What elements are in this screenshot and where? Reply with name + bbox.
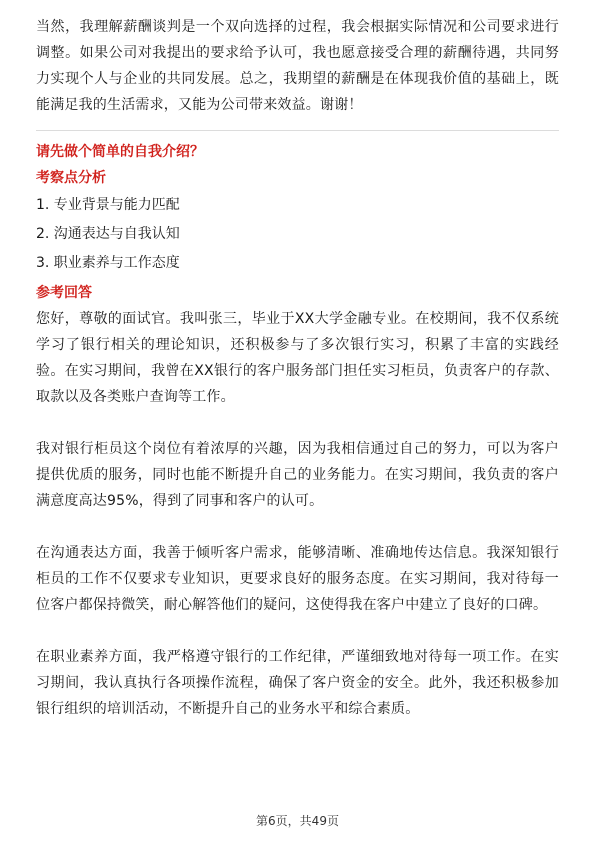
answer-title: 参考回答 (36, 285, 92, 301)
section-divider (36, 130, 559, 131)
question-heading: 请先做个简单的自我介绍？ (36, 144, 204, 160)
analysis-title: 考察点分析 (36, 170, 106, 186)
answer-paragraph: 在沟通表达方面，我善于倾听客户需求，能够清晰、准确地传达信息。我深知银行柜员的工作不仅要求专业知识，更要求良好的服务态度。在实习期间，我对待每一位客户都保持微笑，耐心解答他们的疑问，这使得我在客户中建立了良好的口碑。 (36, 545, 559, 613)
answer-paragraph: 在职业素养方面，我严格遵守银行的工作纪律，严谨细致地对待每一项工作。在实习期间，我认真执行各项操作流程，确保了客户资金的安全。此外，我还积极参加银行组织的培训活动，不断提升自己的业务水平和综合素质。 (36, 649, 559, 717)
analysis-point: 1. 专业背景与能力匹配 (36, 197, 180, 213)
paragraph-gap (36, 514, 559, 540)
document-page (36, 14, 559, 722)
analysis-point: 3. 职业素养与工作态度 (36, 255, 180, 271)
analysis-point: 2. 沟通表达与自我认知 (36, 226, 180, 242)
page-number: 第6页，共49页 (256, 814, 339, 828)
paragraph-gap (36, 410, 559, 436)
answer-paragraph: 我对银行柜员这个岗位有着浓厚的兴趣，因为我相信通过自己的努力，可以为客户提供优质的服务，同时也能不断提升自己的业务能力。在实习期间，我负责的客户满意度高达95%，得到了同事和客户的认可。 (36, 441, 559, 509)
page-footer (0, 812, 595, 829)
intro-paragraph: 当然，我理解薪酬谈判是一个双向选择的过程，我会根据实际情况和公司要求进行调整。如果公司对我提出的要求给予认可，我也愿意接受合理的薪酬待遇，共同努力实现个人与企业的共同发展。总之，我期望的薪酬是在体现我价值的基础上，既能满足我的生活需求，又能为公司带来效益。谢谢！ (36, 19, 559, 113)
answer-paragraph: 您好，尊敬的面试官。我叫张三，毕业于XX大学金融专业。在校期间，我不仅系统学习了银行相关的理论知识，还积极参与了多次银行实习，积累了丰富的实践经验。在实习期间，我曾在XX银行的客户服务部门担任实习柜员，负责客户的存款、取款以及各类账户查询等工作。 (36, 311, 559, 405)
paragraph-gap (36, 618, 559, 644)
